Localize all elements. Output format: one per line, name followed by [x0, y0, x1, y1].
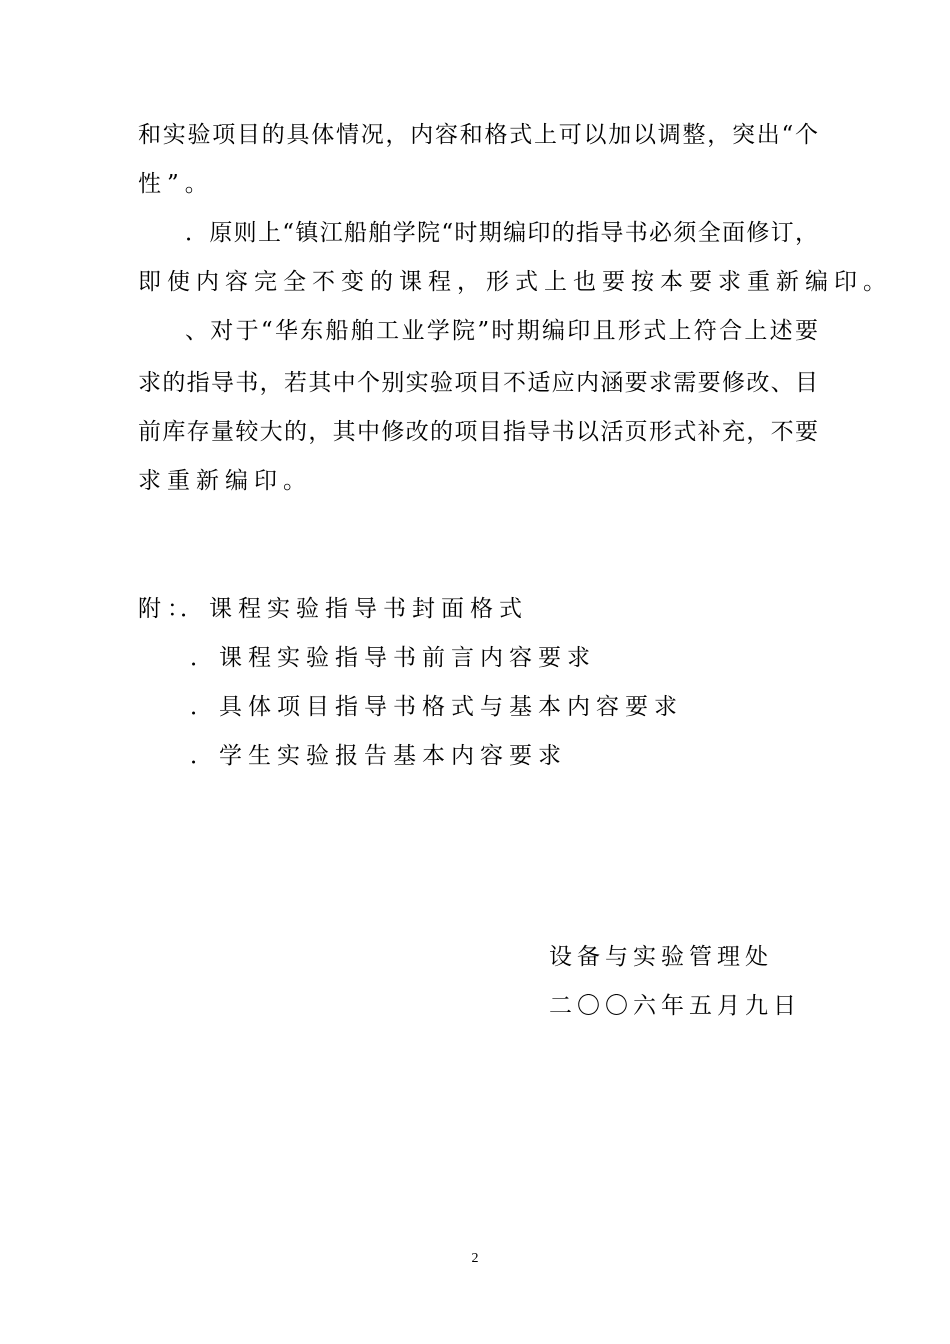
paragraph-2-line-1: ．原则上“镇江船舶学院“时期编印的指导书必须全面修订， [185, 220, 818, 246]
appendix-item: ．课程实验指导书前言内容要求 [190, 645, 596, 671]
appendix-item: ．具体项目指导书格式与基本内容要求 [190, 694, 683, 720]
paragraph-3-line-4: 求重新编印。 [138, 468, 312, 494]
issue-date: 二〇〇六年五月九日 [549, 993, 801, 1019]
paragraph-1-line-1: 和实验项目的具体情况，内容和格式上可以加以调整，突出“个 [138, 122, 818, 148]
issuing-department: 设备与实验管理处 [549, 944, 773, 970]
page-number: 2 [471, 1251, 479, 1266]
paragraph-3-line-2: 求的指导书，若其中个别实验项目不适应内涵要求需要修改、目 [138, 370, 818, 396]
appendix-item: ．学生实验报告基本内容要求 [190, 743, 567, 769]
paragraph-2-line-2: 即使内容完全不变的课程，形式上也要按本要求重新编印。 [138, 269, 892, 295]
paragraph-3-line-3: 前库存量较大的，其中修改的项目指导书以活页形式补充，不要 [138, 419, 818, 445]
paragraph-1-line-2: 性”。 [138, 171, 214, 197]
appendix-label: 附： [138, 596, 196, 622]
appendix-item: ．课程实验指导书封面格式 [180, 596, 528, 622]
paragraph-3-line-1: 、对于“华东船舶工业学院”时期编印且形式上符合上述要 [185, 318, 818, 344]
